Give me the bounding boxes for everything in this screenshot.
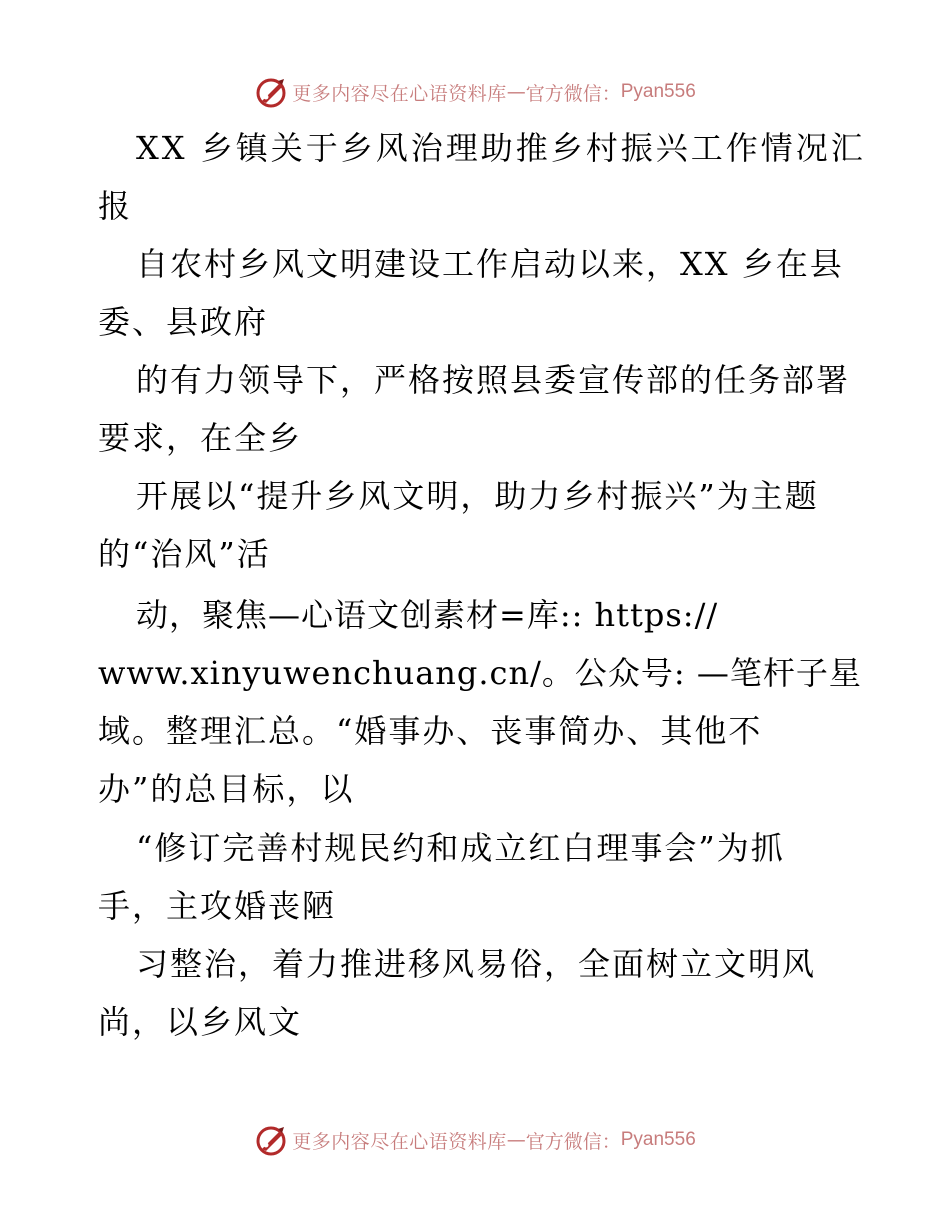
banner-wechat-label: 官方微信： (525, 1130, 621, 1153)
banner-wechat-id: Pyan556 (620, 81, 696, 102)
document-title-line-1: XX 乡镇关于乡风治理助推乡村振兴工作情况汇 (136, 129, 866, 167)
banner-wechat-id: Pyan556 (620, 1129, 696, 1150)
paragraph-line: 动，聚焦—心语文创素材=库:: https:// (136, 596, 719, 634)
banner-separator: — (506, 81, 526, 103)
banner-slogan: 更多内容尽在心语资料库 (292, 82, 507, 105)
paragraph-line: 的有力领导下，严格按照县委宣传部的任务部署 (136, 361, 851, 399)
footer-banner (0, 1118, 950, 1162)
quill-pen-icon (254, 1123, 288, 1157)
paragraph-line: 要求，在全乡 (98, 419, 303, 457)
paragraph-line: 办”的总目标，以 (98, 770, 355, 808)
paragraph-line: “修订完善村规民约和成立红白理事会”为抓 (136, 829, 785, 867)
banner-separator: — (506, 1129, 526, 1151)
banner-wechat-label: 官方微信： (525, 82, 621, 105)
paragraph-line: 开展以“提升乡风文明，助力乡村振兴”为主题 (136, 477, 819, 515)
paragraph-line: 尚，以乡风文 (98, 1003, 303, 1041)
document-title-line-2: 报 (98, 187, 133, 225)
paragraph-line: 习整治，着力推进移风易俗，全面树立文明风 (136, 945, 817, 983)
paragraph-line: 域。整理汇总。“婚事办、丧事简办、其他不 (98, 712, 763, 750)
paragraph-line: www.xinyuwenchuang.cn/。公众号: —笔杆子星 (98, 654, 862, 692)
header-banner (0, 70, 950, 114)
paragraph-line: 的“治风”活 (98, 535, 271, 573)
paragraph-line: 手，主攻婚丧陋 (98, 887, 337, 925)
paragraph-line: 自农村乡风文明建设工作启动以来，XX 乡在县 (136, 245, 844, 283)
paragraph-line: 委、县政府 (98, 303, 269, 341)
banner-slogan: 更多内容尽在心语资料库 (292, 1130, 507, 1153)
quill-pen-icon (254, 75, 288, 109)
